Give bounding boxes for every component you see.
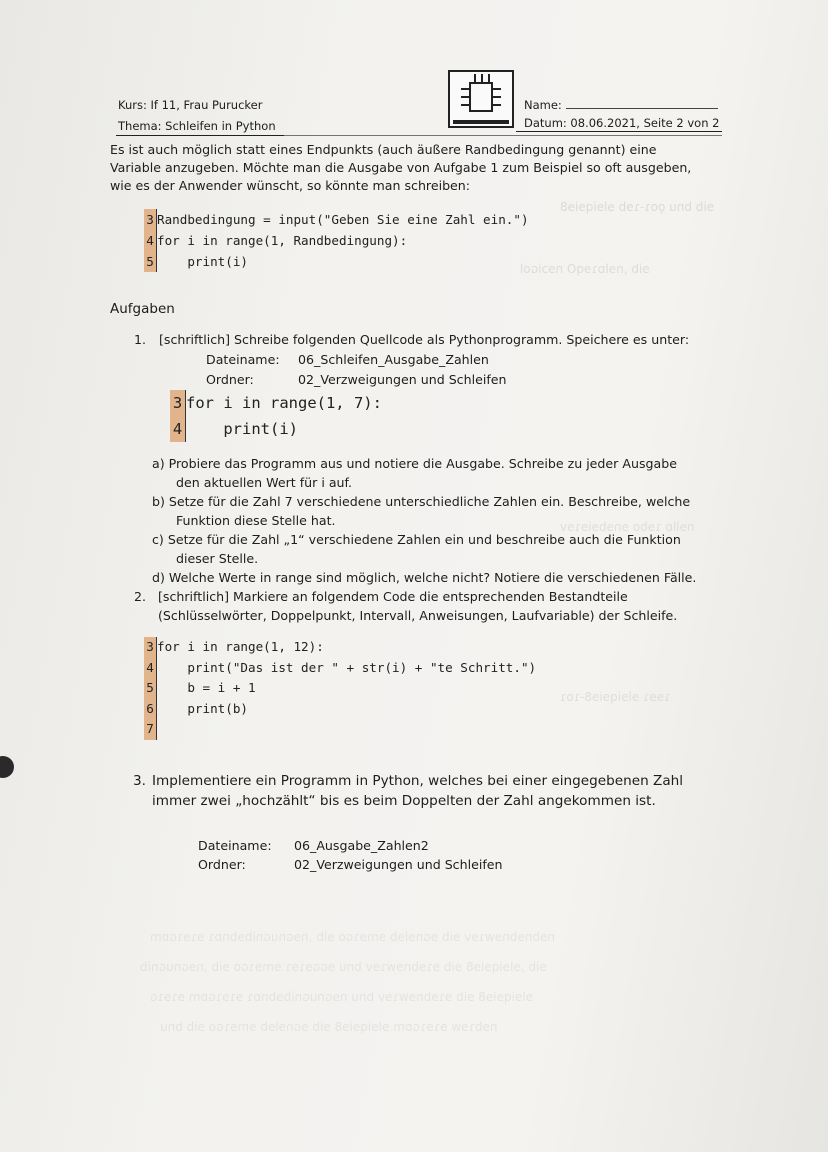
punch-hole bbox=[0, 756, 14, 778]
line-number: 3 bbox=[144, 637, 157, 658]
code-text: for i in range(1, 12): bbox=[157, 639, 324, 654]
line-number: 7 bbox=[144, 719, 157, 740]
name-line bbox=[566, 108, 718, 109]
intro-line: wie es der Anwender wünscht, so könnte man schreiben: bbox=[110, 178, 471, 193]
task1-number: 1. bbox=[134, 332, 147, 347]
date-label: Datum: 08.06.2021, Seite 2 von 2 bbox=[524, 116, 720, 130]
header-divider bbox=[116, 135, 722, 136]
subtask-b: b) Setze für die Zahl 7 verschiedene unterschiedliche Zahlen ein. Beschreibe, welche bbox=[152, 494, 691, 509]
code-line bbox=[144, 637, 536, 658]
code-line bbox=[144, 658, 536, 679]
line-number: 3 bbox=[144, 209, 157, 230]
course-label: Kurs: If 11, Frau Purucker bbox=[118, 98, 263, 112]
intro-line: Es ist auch möglich statt eines Endpunkts (auch äußere Randbedingung genannt) eine bbox=[110, 142, 657, 157]
code-block-task1 bbox=[170, 390, 382, 442]
header-underline-right bbox=[516, 131, 722, 132]
code-block-randbedingung bbox=[144, 209, 529, 272]
task1-subtasks bbox=[152, 454, 722, 587]
task3-line: Implementiere ein Programm in Python, welches bei einer eingegebenen Zahl bbox=[152, 773, 684, 789]
code-text: for i in range(1, 7): bbox=[186, 394, 382, 412]
subtask-d: d) Welche Werte in range sind möglich, welche nicht? Notiere die verschiedenen Fälle. bbox=[152, 570, 697, 585]
line-number: 3 bbox=[170, 390, 186, 416]
subtask-a: a) Probiere das Programm aus und notiere die Ausgabe. Schreibe zu jeder Ausgabe bbox=[152, 456, 677, 471]
school-logo bbox=[448, 70, 514, 128]
task1-text: [schriftlich] Schreibe folgenden Quellcode als Pythonprogramm. Speichere es unter: bbox=[159, 332, 690, 347]
task3-folder-label: Ordner: bbox=[198, 857, 246, 872]
task3-text bbox=[152, 771, 727, 811]
task1-folder-value: 02_Verzweigungen und Schleifen bbox=[298, 372, 507, 387]
task3-file-label: Dateiname: bbox=[198, 838, 272, 853]
subtask-b-cont: Funktion diese Stelle hat. bbox=[176, 513, 336, 528]
circuit-chip-icon bbox=[469, 82, 493, 112]
topic-label: Thema: Schleifen in Python bbox=[118, 119, 276, 133]
line-number: 4 bbox=[144, 230, 157, 251]
code-line bbox=[144, 251, 529, 272]
code-line bbox=[170, 390, 382, 416]
name-label: Name: bbox=[524, 98, 562, 112]
section-title: Aufgaben bbox=[110, 301, 175, 317]
code-text: print(i) bbox=[186, 420, 298, 438]
task3-number: 3. bbox=[133, 773, 146, 789]
line-number: 6 bbox=[144, 699, 157, 720]
subtask-a-cont: den aktuellen Wert für i auf. bbox=[176, 475, 353, 490]
code-text: print(b) bbox=[157, 700, 248, 716]
intro-line: Variable anzugeben. Möchte man die Ausgabe von Aufgabe 1 zum Beispiel so oft ausgeben, bbox=[110, 160, 692, 175]
task3-folder-value: 02_Verzweigungen und Schleifen bbox=[294, 857, 503, 872]
code-block-task2 bbox=[144, 637, 536, 740]
code-line bbox=[144, 230, 529, 251]
code-text: Randbedingung = input("Geben Sie eine Zahl ein.") bbox=[157, 212, 529, 227]
task2-line: [schriftlich] Markiere an folgendem Code die entsprechenden Bestandteile bbox=[158, 589, 628, 604]
task2-number: 2. bbox=[134, 589, 147, 604]
task1-file-value: 06_Schleifen_Ausgabe_Zahlen bbox=[298, 352, 489, 367]
line-number: 5 bbox=[144, 678, 157, 699]
code-text: print("Das ist der " + str(i) + "te Schritt.") bbox=[157, 659, 537, 675]
intro-paragraph bbox=[110, 141, 720, 195]
line-number: 5 bbox=[144, 251, 157, 272]
code-line bbox=[144, 209, 529, 230]
task3-file-value: 06_Ausgabe_Zahlen2 bbox=[294, 838, 429, 853]
task2-line: (Schlüsselwörter, Doppelpunkt, Intervall, Anweisungen, Laufvariable) der Schleife. bbox=[158, 608, 678, 623]
task1-file-label: Dateiname: bbox=[206, 352, 280, 367]
subtask-c-cont: dieser Stelle. bbox=[176, 551, 259, 566]
line-number: 4 bbox=[170, 416, 186, 442]
task2-text bbox=[158, 587, 723, 625]
task3-line: immer zwei „hochzählt“ bis es beim Doppelten der Zahl angekommen ist. bbox=[152, 793, 656, 809]
code-line bbox=[144, 678, 536, 699]
code-line bbox=[144, 699, 536, 720]
subtask-c: c) Setze für die Zahl „1“ verschiedene Zahlen ein und beschreibe auch die Funktion bbox=[152, 532, 681, 547]
code-line bbox=[144, 719, 536, 740]
code-line bbox=[170, 416, 382, 442]
line-number: 4 bbox=[144, 658, 157, 679]
code-text: b = i + 1 bbox=[157, 680, 256, 695]
code-text: for i in range(1, Randbedingung): bbox=[157, 233, 408, 248]
code-text: print(i) bbox=[157, 254, 248, 269]
task1-folder-label: Ordner: bbox=[206, 372, 254, 387]
